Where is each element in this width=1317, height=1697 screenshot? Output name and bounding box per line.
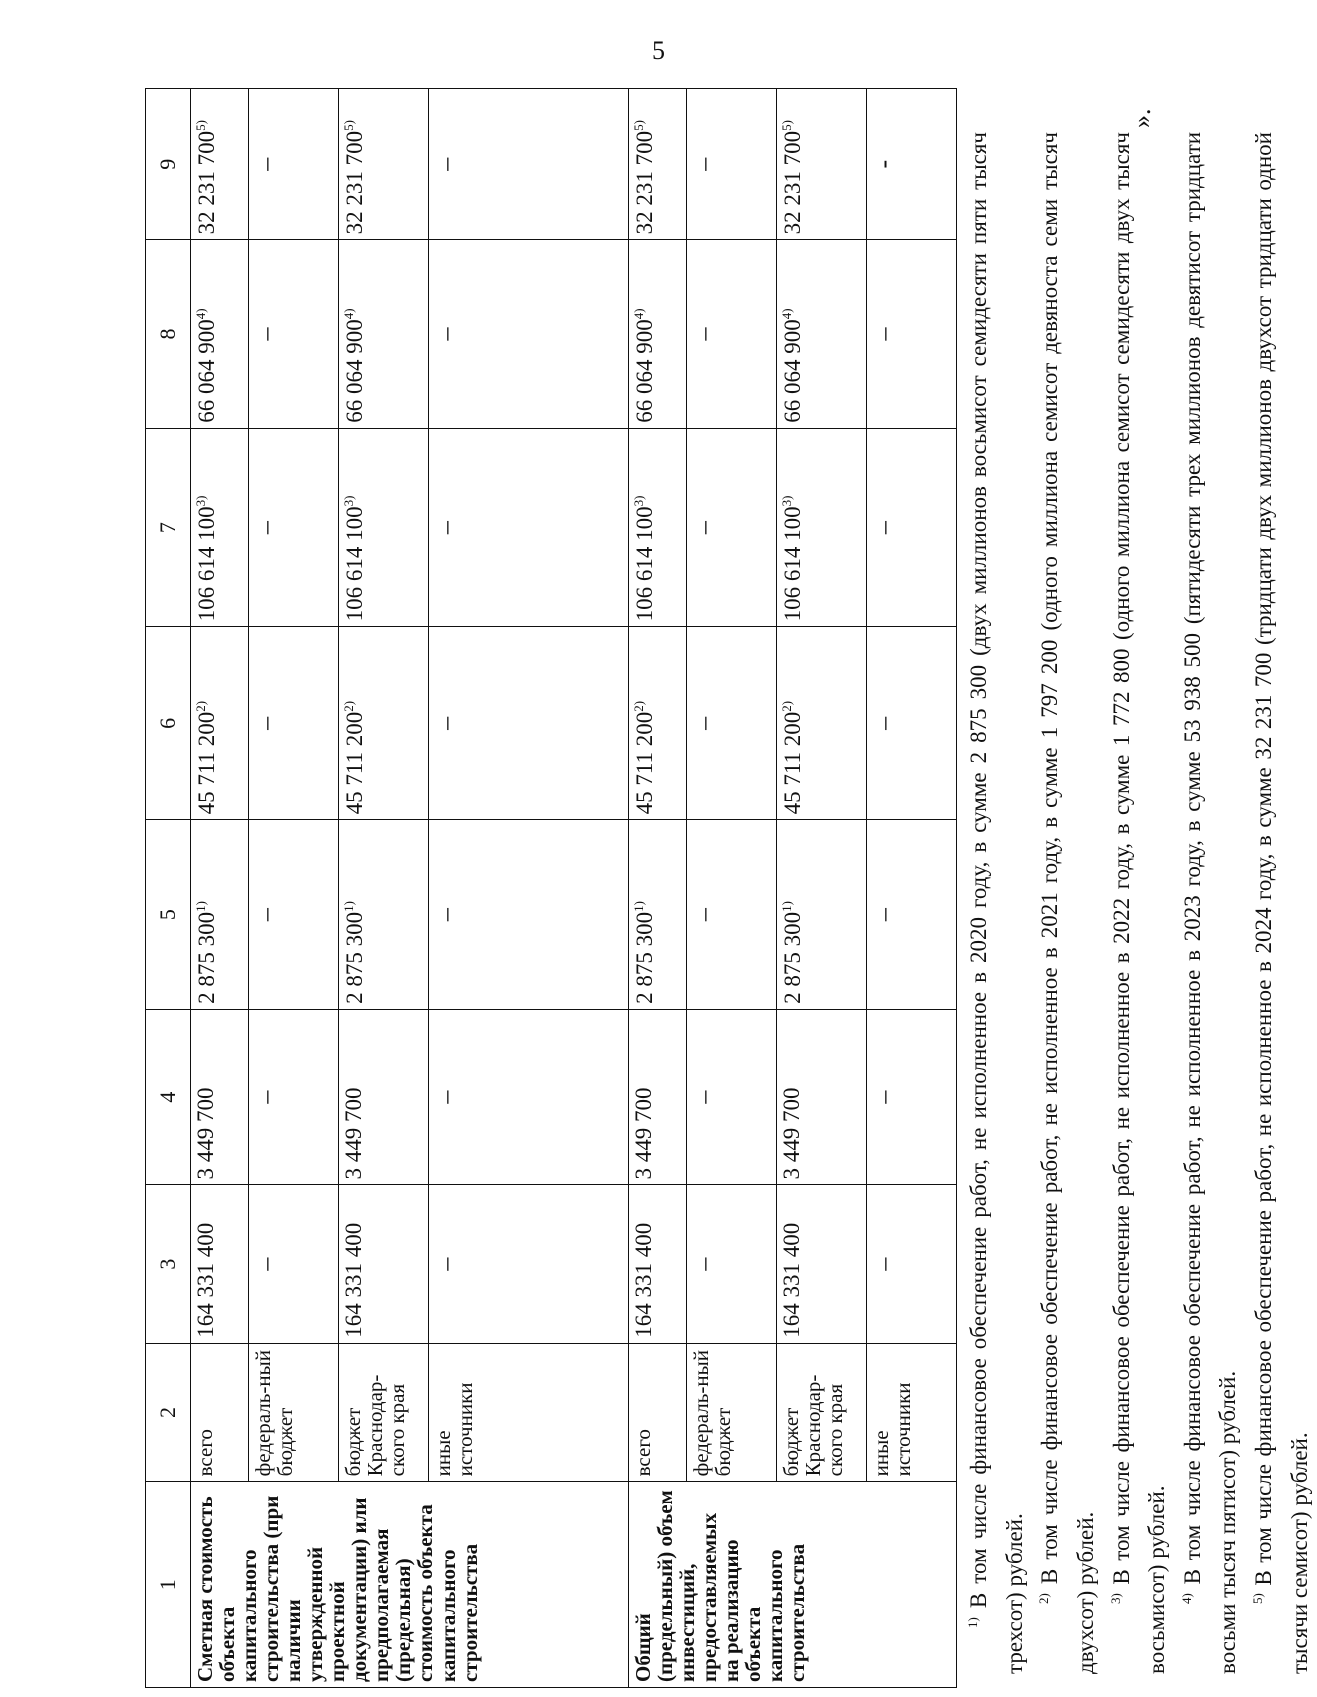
- amount-value: 45 711 200: [194, 711, 219, 815]
- amount-cell: [777, 1009, 867, 1185]
- amount-cell: [867, 89, 957, 240]
- funding-source-cell: бюджет Краснодар-ского края: [339, 1343, 429, 1482]
- footnote-mark: 2): [1036, 1593, 1052, 1604]
- footnote-mark: 4): [1178, 1593, 1194, 1604]
- amount-value: –: [689, 1090, 718, 1104]
- footnote-marker: 1): [193, 900, 208, 912]
- amount-cell: [191, 627, 249, 820]
- rotated-landscape-sheet: [145, 88, 1312, 1688]
- amount-cell: [191, 820, 249, 1009]
- footnote-item: [1175, 132, 1246, 1674]
- footnote-text: В том числе финансовое обеспечение работ, не исполненное в 2022 году, в сумме 1 772 800 (одного миллиона семисот семидесяти двух тысяч восьмисот) рублей.: [1108, 132, 1170, 1674]
- amount-cell: [429, 820, 629, 1009]
- footnote-mark: 3): [1107, 1593, 1123, 1604]
- amount-value: –: [431, 157, 460, 171]
- amount-value: –: [251, 157, 280, 171]
- table-row: [687, 89, 777, 1688]
- amount-value: –: [869, 908, 898, 922]
- amount-cell: [249, 89, 339, 240]
- amount-cell: [249, 1009, 339, 1185]
- amount-value: 66 064 900: [194, 319, 219, 423]
- amount-value: 3 449 700: [779, 1087, 804, 1180]
- amount-cell: [867, 1009, 957, 1185]
- amount-value: 3 449 700: [193, 1087, 218, 1180]
- footnote-text: В том числе финансовое обеспечение работ, не исполненное в 2024 году, в сумме 32 231 700 (тридцати двух миллионов двухсот тридцати одной тысячи семисот) рублей.: [1251, 132, 1312, 1674]
- amount-cell: [777, 820, 867, 1009]
- funding-source-cell: всего: [629, 1343, 687, 1482]
- amount-cell: [687, 1185, 777, 1343]
- amount-cell: [339, 627, 429, 820]
- amount-cell: [629, 820, 687, 1009]
- amount-cell: [629, 627, 687, 820]
- funding-source-cell: иные источники: [429, 1343, 629, 1482]
- row-group-title: Сметная стоимость объекта капитального строительства (при наличии утвержденной проектной документации) или предполагаемая (предельная) стоимость объекта капитального строительства: [191, 1482, 629, 1688]
- footnote-marker: 2): [779, 700, 794, 712]
- amount-value: –: [869, 1257, 898, 1271]
- amount-value: 3 449 700: [631, 1087, 656, 1180]
- amount-value: 45 711 200: [342, 711, 367, 815]
- column-number: 7: [146, 428, 191, 627]
- footnote-marker: 3): [631, 495, 646, 507]
- funding-source-cell: федераль-ный бюджет: [249, 1343, 339, 1482]
- amount-value: 164 331 400: [341, 1222, 366, 1338]
- amount-cell: [629, 240, 687, 428]
- footnote-marker: 5): [341, 120, 356, 131]
- column-number-row: [146, 89, 191, 1688]
- amount-cell: [249, 428, 339, 627]
- amount-cell: [339, 89, 429, 240]
- amount-cell: [687, 820, 777, 1009]
- amount-value: 2 875 300: [194, 911, 219, 1004]
- amount-value: –: [689, 157, 718, 171]
- amount-cell: [429, 89, 629, 240]
- amount-cell: [429, 240, 629, 428]
- table-row: [777, 89, 867, 1688]
- amount-value: 66 064 900: [632, 319, 657, 423]
- amount-value: 2 875 300: [342, 911, 367, 1004]
- amount-value: 66 064 900: [780, 319, 805, 423]
- investment-table: [145, 88, 957, 1688]
- amount-cell: [629, 428, 687, 627]
- amount-cell: [191, 428, 249, 627]
- footnote-marker: 4): [193, 308, 208, 320]
- amount-value: 164 331 400: [193, 1222, 218, 1338]
- amount-value: –: [869, 716, 898, 730]
- footnote-marker: 3): [341, 495, 356, 507]
- column-number: 9: [146, 89, 191, 240]
- footnote-marker: 4): [631, 308, 646, 320]
- column-number: 2: [146, 1343, 191, 1482]
- footnote-marker: 1): [779, 900, 794, 912]
- amount-cell: [249, 820, 339, 1009]
- amount-cell: [191, 1009, 249, 1185]
- amount-cell: [867, 1185, 957, 1343]
- footnote-item: [961, 132, 1032, 1674]
- amount-value: –: [431, 1257, 460, 1271]
- funding-source-cell: бюджет Краснодар-ского края: [777, 1343, 867, 1482]
- amount-cell: [867, 428, 957, 627]
- amount-cell: [191, 1185, 249, 1343]
- column-number: 3: [146, 1185, 191, 1343]
- amount-value: –: [869, 1090, 898, 1104]
- amount-cell: [687, 627, 777, 820]
- amount-cell: [429, 428, 629, 627]
- footnote-mark: 1): [965, 1617, 980, 1628]
- table-row: [339, 89, 429, 1688]
- funding-source-cell: всего: [191, 1343, 249, 1482]
- amount-value: 106 614 100: [780, 506, 805, 622]
- amount-cell: [191, 89, 249, 240]
- amount-cell: [339, 820, 429, 1009]
- amount-cell: [629, 1185, 687, 1343]
- amount-value: –: [251, 327, 280, 341]
- amount-value: 45 711 200: [780, 711, 805, 815]
- row-group-title: Общий (предельный) объем инвестиций, предоставляемых на реализацию объекта капитального строительства: [629, 1482, 957, 1688]
- footnote-marker: 5): [631, 120, 646, 131]
- amount-cell: [777, 428, 867, 627]
- amount-value: 106 614 100: [342, 506, 367, 622]
- amount-cell: [339, 1009, 429, 1185]
- amount-cell: [249, 627, 339, 820]
- amount-cell: [629, 89, 687, 240]
- closing-quote-mark: ».: [1127, 108, 1156, 128]
- amount-cell: [867, 820, 957, 1009]
- amount-value: –: [251, 716, 280, 730]
- amount-value: –: [869, 521, 898, 535]
- amount-value: 2 875 300: [780, 911, 805, 1004]
- amount-value: 106 614 100: [194, 506, 219, 622]
- amount-cell: [687, 1009, 777, 1185]
- amount-value: 45 711 200: [632, 711, 657, 815]
- table-row: [867, 89, 957, 1688]
- amount-value: –: [431, 908, 460, 922]
- amount-cell: [629, 1009, 687, 1185]
- footnote-item: [1246, 132, 1317, 1674]
- footnote-text: В том числе финансовое обеспечение работ, не исполненное в 2023 году, в сумме 53 938 500 (пятидесяти трех миллионов девятисот тридцати восьми тысяч пятисот) рублей.: [1179, 131, 1241, 1674]
- amount-value: –: [689, 1257, 718, 1271]
- amount-value: –: [431, 716, 460, 730]
- amount-value: 32 231 700: [342, 130, 367, 235]
- amount-value: –: [431, 521, 460, 535]
- footnote-marker: 1): [341, 900, 356, 912]
- footnote-item: [1032, 132, 1103, 1674]
- amount-value: 32 231 700: [632, 130, 657, 235]
- table-row: [191, 89, 249, 1688]
- amount-cell: [339, 1185, 429, 1343]
- table-row: [249, 89, 339, 1688]
- amount-cell: [777, 240, 867, 428]
- amount-value: –: [689, 908, 718, 922]
- table-row: [629, 89, 687, 1688]
- footnotes: [957, 118, 1317, 1688]
- amount-cell: [429, 1009, 629, 1185]
- amount-value: 2 875 300: [632, 911, 657, 1004]
- amount-value: 106 614 100: [632, 506, 657, 622]
- amount-cell: [339, 240, 429, 428]
- amount-value: 3 449 700: [341, 1087, 366, 1180]
- amount-value: –: [689, 327, 718, 341]
- amount-value: –: [431, 1090, 460, 1104]
- footnote-item: [1104, 132, 1175, 1674]
- amount-cell: [867, 627, 957, 820]
- amount-cell: [777, 1185, 867, 1343]
- amount-value: 32 231 700: [194, 130, 219, 235]
- amount-cell: [687, 89, 777, 240]
- amount-cell: [777, 627, 867, 820]
- column-number: 5: [146, 820, 191, 1009]
- amount-cell: [777, 89, 867, 240]
- footnote-marker: 5): [779, 120, 794, 131]
- footnote-marker: 3): [193, 495, 208, 507]
- column-number: 4: [146, 1009, 191, 1185]
- footnote-marker: 4): [341, 308, 356, 320]
- column-number: 1: [146, 1482, 191, 1688]
- amount-cell: [339, 428, 429, 627]
- amount-value: –: [251, 908, 280, 922]
- amount-value: –: [869, 327, 898, 341]
- amount-cell: [867, 240, 957, 428]
- amount-value: 32 231 700: [780, 130, 805, 235]
- amount-cell: [429, 627, 629, 820]
- amount-value: –: [251, 1257, 280, 1271]
- amount-cell: [687, 240, 777, 428]
- amount-value: 164 331 400: [631, 1222, 656, 1338]
- footnote-text: В том числе финансовое обеспечение работ, не исполненное в 2021 году, в сумме 1 797 200 (одного миллиона семисот девяноста семи тысяч двухсот) рублей.: [1037, 132, 1098, 1674]
- amount-value: –: [431, 327, 460, 341]
- funding-source-cell: федераль-ный бюджет: [687, 1343, 777, 1482]
- footnote-mark: 5): [1250, 1593, 1266, 1604]
- footnote-marker: 5): [193, 120, 208, 131]
- table-row: [429, 89, 629, 1688]
- funding-source-cell: иные источники: [867, 1343, 957, 1482]
- amount-value: 66 064 900: [342, 319, 367, 423]
- column-number: 6: [146, 627, 191, 820]
- amount-value: –: [251, 1090, 280, 1104]
- amount-cell: [249, 240, 339, 428]
- amount-value: -: [869, 159, 898, 169]
- footnote-text: В том числе финансовое обеспечение работ, не исполненное в 2020 году, в сумме 2 875 300 (двух миллионов восьмисот семидесяти пяти тысяч трехсот) рублей.: [966, 131, 1027, 1674]
- footnote-marker: 2): [193, 700, 208, 712]
- amount-cell: [249, 1185, 339, 1343]
- amount-value: –: [689, 716, 718, 730]
- footnote-marker: 2): [341, 700, 356, 712]
- amount-value: –: [689, 521, 718, 535]
- footnote-marker: 4): [779, 308, 794, 320]
- amount-value: 164 331 400: [779, 1222, 804, 1338]
- footnote-marker: 3): [779, 495, 794, 507]
- column-number: 8: [146, 240, 191, 428]
- amount-value: –: [251, 521, 280, 535]
- amount-cell: [191, 240, 249, 428]
- footnote-marker: 2): [631, 700, 646, 712]
- footnote-marker: 1): [631, 900, 646, 912]
- amount-cell: [429, 1185, 629, 1343]
- amount-cell: [687, 428, 777, 627]
